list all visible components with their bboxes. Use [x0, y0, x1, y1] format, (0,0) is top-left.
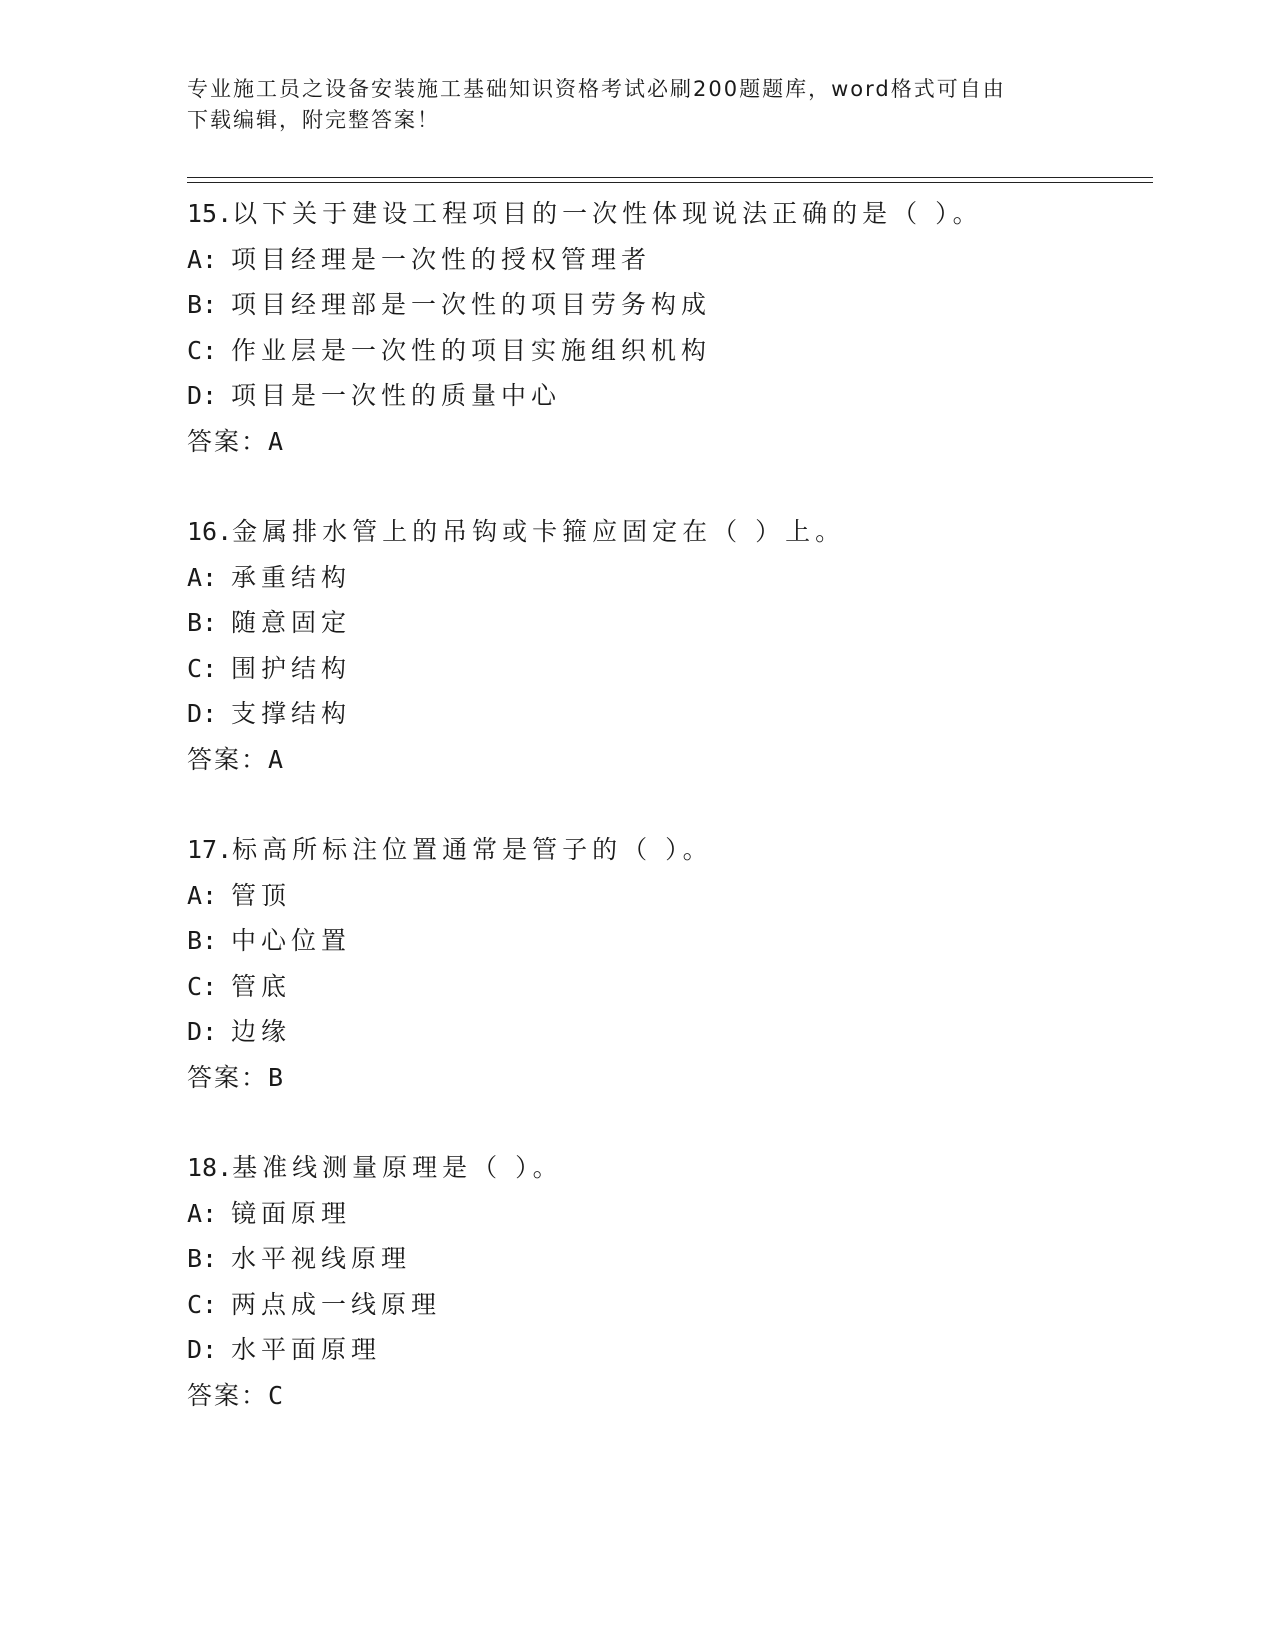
answer-label: 答案：	[187, 426, 269, 456]
option-text: 水平视线原理	[231, 1244, 412, 1273]
answer-line	[187, 419, 1153, 465]
option-text: 水平面原理	[231, 1335, 382, 1364]
option-d	[187, 1327, 1153, 1373]
option-b	[187, 918, 1153, 964]
option-d	[187, 691, 1153, 737]
header-line-2: 下载编辑，附完整答案！	[187, 108, 440, 132]
option-text: 随意固定	[231, 608, 352, 637]
header-line-1: 专业施工员之设备安装施工基础知识资格考试必刷200题题库，word格式可自由	[187, 77, 1006, 101]
option-c	[187, 964, 1153, 1010]
answer-value: A	[268, 744, 286, 774]
option-text: 承重结构	[231, 562, 352, 592]
answer-label: 答案：	[187, 1380, 269, 1410]
question-stem: 金属排水管上的吊钩或卡箍应固定在（ ）上。	[232, 517, 846, 546]
option-text: 管顶	[231, 880, 292, 910]
option-label: B:	[187, 290, 218, 319]
question-17	[187, 827, 1153, 1100]
document-header	[187, 74, 1067, 136]
question-15	[187, 191, 1153, 464]
question-number: 17.	[187, 835, 233, 864]
option-text: 管底	[231, 971, 292, 1001]
option-label: C:	[187, 335, 218, 365]
answer-label: 答案：	[187, 1062, 269, 1092]
option-a	[187, 237, 1153, 283]
option-text: 镜面原理	[231, 1198, 352, 1228]
question-number: 15.	[187, 199, 233, 228]
answer-line	[187, 1055, 1153, 1101]
option-text: 两点成一线原理	[231, 1289, 442, 1319]
option-label: C:	[187, 1289, 218, 1319]
option-b	[187, 600, 1153, 646]
question-stem: 标高所标注位置通常是管子的（ ）。	[232, 835, 713, 864]
answer-value: A	[268, 426, 286, 456]
answer-value: C	[268, 1380, 286, 1410]
option-label: A:	[187, 562, 218, 592]
option-text: 中心位置	[231, 926, 352, 955]
option-text: 作业层是一次性的项目实施组织机构	[231, 335, 712, 365]
option-label: D:	[187, 381, 218, 410]
option-b	[187, 1236, 1153, 1282]
option-c	[187, 1282, 1153, 1328]
answer-label: 答案：	[187, 744, 269, 774]
answer-line	[187, 737, 1153, 783]
question-number: 16.	[187, 517, 233, 546]
question-16	[187, 509, 1153, 782]
question-list	[187, 191, 1153, 1463]
option-text: 项目经理部是一次性的项目劳务构成	[231, 290, 712, 319]
header-divider-bottom	[187, 182, 1153, 183]
option-label: B:	[187, 608, 218, 637]
answer-line	[187, 1373, 1153, 1419]
option-d	[187, 1009, 1153, 1055]
question-text	[187, 1145, 1153, 1191]
option-label: A:	[187, 1198, 218, 1228]
option-label: A:	[187, 880, 218, 910]
question-18	[187, 1145, 1153, 1418]
option-a	[187, 555, 1153, 601]
option-c	[187, 328, 1153, 374]
option-label: D:	[187, 699, 218, 728]
option-text: 项目经理是一次性的授权管理者	[231, 244, 652, 274]
question-stem: 以下关于建设工程项目的一次性体现说法正确的是（ ）。	[232, 199, 983, 228]
option-text: 边缘	[231, 1017, 292, 1046]
option-c	[187, 646, 1153, 692]
question-number: 18.	[187, 1153, 233, 1182]
option-a	[187, 873, 1153, 919]
option-a	[187, 1191, 1153, 1237]
option-label: C:	[187, 971, 218, 1001]
option-text: 支撑结构	[231, 699, 352, 728]
option-d	[187, 373, 1153, 419]
answer-value: B	[268, 1062, 286, 1092]
option-label: B:	[187, 1244, 218, 1273]
option-label: D:	[187, 1335, 218, 1364]
question-text	[187, 191, 1153, 237]
option-text: 围护结构	[231, 653, 352, 683]
header-divider-top	[187, 177, 1153, 178]
option-label: D:	[187, 1017, 218, 1046]
option-label: B:	[187, 926, 218, 955]
question-text	[187, 827, 1153, 873]
question-text	[187, 509, 1153, 555]
option-label: A:	[187, 244, 218, 274]
option-label: C:	[187, 653, 218, 683]
option-text: 项目是一次性的质量中心	[231, 381, 562, 410]
option-b	[187, 282, 1153, 328]
question-stem: 基准线测量原理是（ ）。	[232, 1153, 563, 1182]
